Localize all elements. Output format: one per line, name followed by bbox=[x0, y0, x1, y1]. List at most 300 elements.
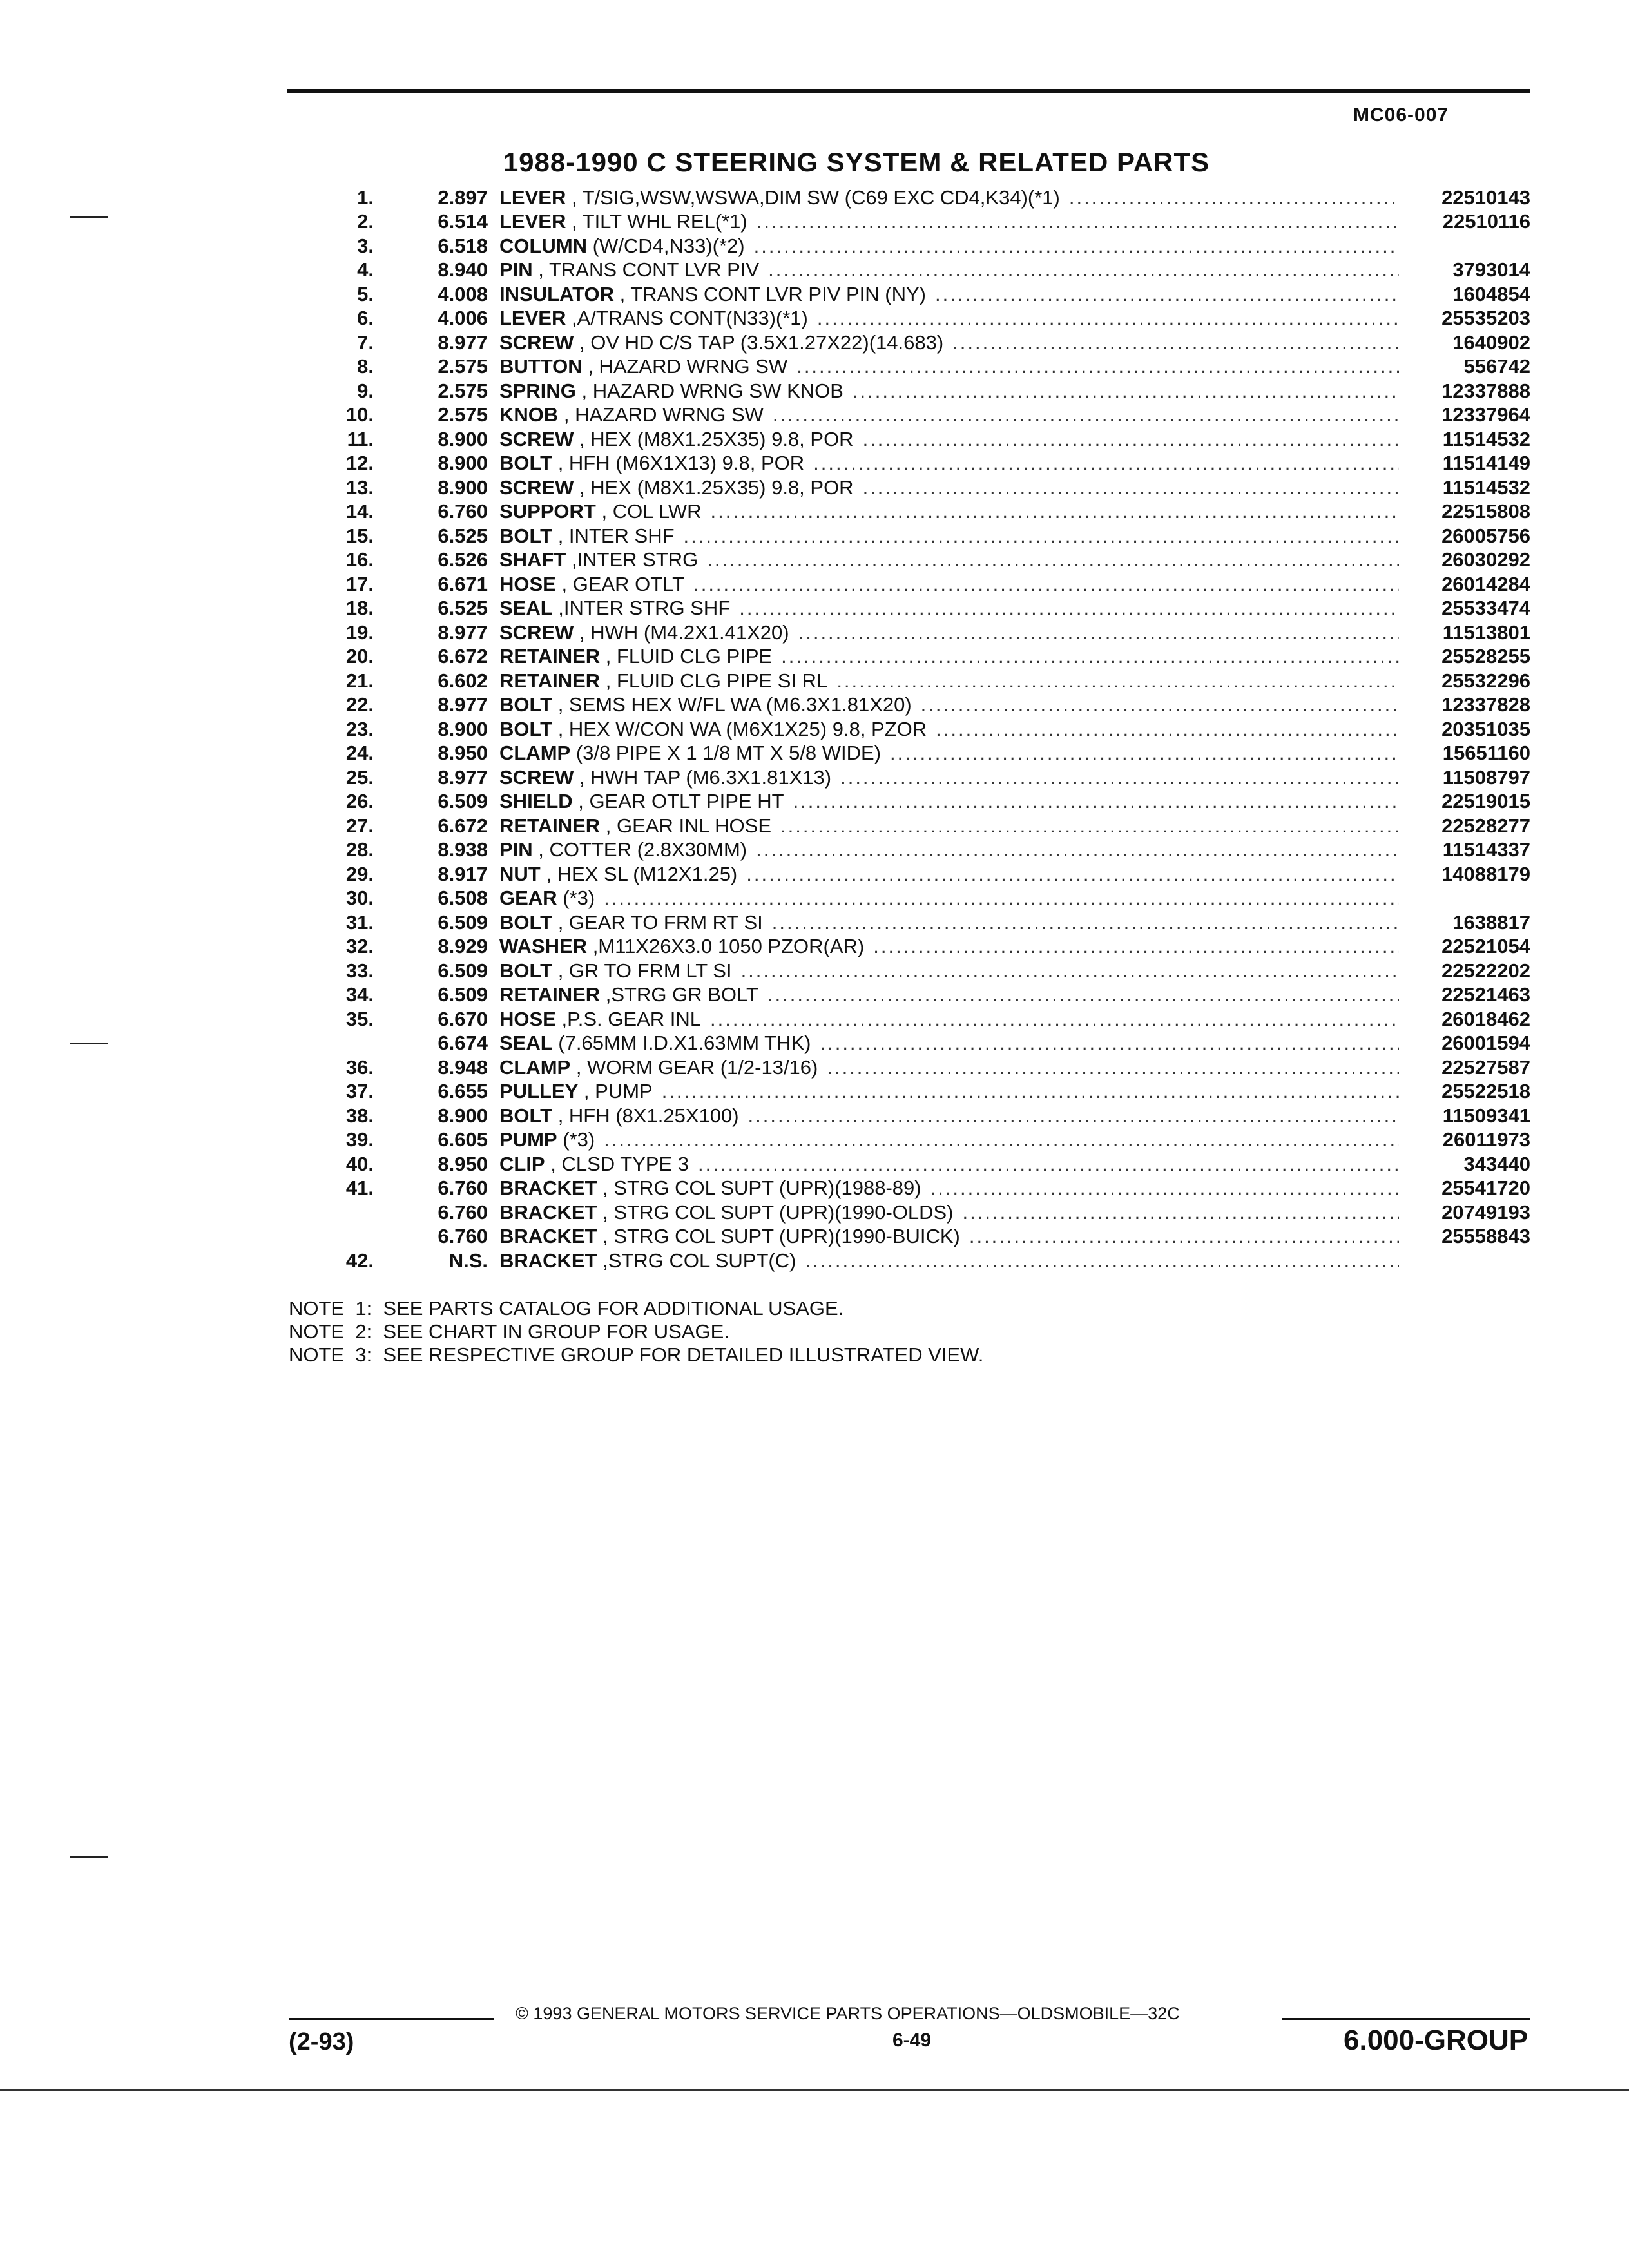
group-number: 6.760 bbox=[438, 500, 488, 523]
group-number: 6.602 bbox=[438, 669, 488, 692]
part-number: 11509341 bbox=[1442, 1104, 1530, 1127]
part-description bbox=[499, 476, 1408, 499]
item-number: 33. bbox=[345, 959, 374, 982]
leader-dots bbox=[836, 669, 1399, 693]
part-row bbox=[296, 524, 1530, 548]
part-name: SPRING bbox=[499, 379, 576, 402]
part-description bbox=[499, 210, 1408, 233]
header-rule bbox=[287, 89, 1530, 93]
part-description bbox=[499, 1249, 1408, 1273]
part-name: BUTTON bbox=[499, 355, 583, 378]
part-description bbox=[499, 283, 1408, 306]
part-number: 22521463 bbox=[1441, 983, 1530, 1006]
part-description bbox=[499, 742, 1408, 765]
part-row bbox=[296, 862, 1530, 887]
leader-dots bbox=[739, 597, 1399, 620]
part-detail: , HEX (M8X1.25X35) 9.8, POR bbox=[574, 476, 854, 499]
part-detail: , HAZARD WRNG SW bbox=[558, 403, 764, 427]
leader-dots bbox=[935, 283, 1399, 306]
part-number: 12337964 bbox=[1441, 403, 1530, 427]
group-number: 6.760 bbox=[438, 1177, 488, 1200]
leader-dots bbox=[863, 428, 1399, 451]
part-row bbox=[296, 355, 1530, 380]
group-number: 4.008 bbox=[438, 282, 488, 305]
group-number: 6.760 bbox=[438, 1200, 488, 1224]
group-number: 8.977 bbox=[438, 693, 488, 716]
part-name: SCREW bbox=[499, 620, 574, 644]
part-number: 25528255 bbox=[1441, 645, 1530, 668]
item-number: 41. bbox=[345, 1177, 374, 1200]
part-detail: , T/SIG,WSW,WSWA,DIM SW (C69 EXC CD4,K34)(*1) bbox=[566, 186, 1060, 209]
part-number: 12337828 bbox=[1441, 693, 1530, 716]
date-code: (2-93) bbox=[289, 2028, 354, 2055]
part-row bbox=[296, 452, 1530, 476]
part-name: BOLT bbox=[499, 717, 553, 740]
copyright-notice: © 1993 GENERAL MOTORS SERVICE PARTS OPERATIONS—OLDSMOBILE—32C bbox=[516, 2004, 1180, 2023]
part-row bbox=[296, 1128, 1530, 1153]
part-name: RETAINER bbox=[499, 645, 601, 668]
part-row bbox=[296, 1055, 1530, 1080]
group-number: 6.509 bbox=[438, 959, 488, 982]
part-row bbox=[296, 1152, 1530, 1177]
part-detail: , HFH (8X1.25X100) bbox=[552, 1104, 739, 1127]
leader-dots bbox=[796, 355, 1399, 378]
part-detail: ,A/TRANS CONT(N33)(*1) bbox=[566, 307, 808, 330]
item-number: 2. bbox=[357, 210, 374, 233]
part-number: 25532296 bbox=[1441, 669, 1530, 692]
item-number: 12. bbox=[345, 452, 374, 475]
leader-dots bbox=[827, 1056, 1399, 1079]
part-description bbox=[499, 621, 1408, 644]
part-row bbox=[296, 887, 1530, 911]
part-detail: , HEX (M8X1.25X35) 9.8, POR bbox=[574, 427, 854, 450]
leader-dots bbox=[604, 1128, 1399, 1151]
part-number: 20749193 bbox=[1441, 1200, 1530, 1224]
part-description bbox=[499, 452, 1408, 475]
leader-dots bbox=[767, 983, 1399, 1006]
part-number: 11514149 bbox=[1442, 452, 1530, 475]
part-detail: , CLSD TYPE 3 bbox=[545, 1152, 689, 1175]
part-row bbox=[296, 548, 1530, 573]
part-row bbox=[296, 258, 1530, 283]
part-description bbox=[499, 718, 1408, 741]
group-number: 6.670 bbox=[438, 1007, 488, 1030]
group-number: 6.760 bbox=[438, 1225, 488, 1248]
part-number: 1638817 bbox=[1452, 910, 1530, 934]
leader-dots bbox=[707, 548, 1399, 572]
leader-dots bbox=[969, 1225, 1399, 1248]
group-number: 8.900 bbox=[438, 1104, 488, 1127]
leader-dots bbox=[754, 235, 1399, 258]
part-number: 1640902 bbox=[1452, 331, 1530, 354]
item-number: 30. bbox=[345, 887, 374, 910]
group-number: 2.575 bbox=[438, 379, 488, 402]
footer-rule-right bbox=[1282, 2018, 1530, 2020]
leader-dots bbox=[698, 1153, 1399, 1176]
part-detail: ,STRG COL SUPT(C) bbox=[597, 1249, 796, 1272]
part-row bbox=[296, 693, 1530, 718]
part-row bbox=[296, 1104, 1530, 1128]
leader-dots bbox=[921, 693, 1399, 716]
item-number: 39. bbox=[345, 1128, 374, 1151]
part-detail: ,STRG GR BOLT bbox=[600, 983, 758, 1006]
part-description bbox=[499, 887, 1408, 910]
part-detail: , GEAR OTLT bbox=[555, 572, 685, 595]
group-number: 8.900 bbox=[438, 717, 488, 740]
part-description bbox=[499, 814, 1408, 838]
part-number: 25558843 bbox=[1441, 1225, 1530, 1248]
leader-dots bbox=[817, 307, 1399, 330]
part-description bbox=[499, 597, 1408, 620]
part-name: LEVER bbox=[499, 210, 566, 233]
margin-mark bbox=[70, 1043, 108, 1044]
part-detail: , HAZARD WRNG SW bbox=[582, 355, 788, 378]
leader-dots bbox=[662, 1080, 1399, 1103]
part-detail: , SEMS HEX W/FL WA (M6.3X1.81X20) bbox=[552, 693, 912, 716]
item-number: 21. bbox=[345, 669, 374, 692]
item-number: 24. bbox=[345, 742, 374, 765]
part-name: CLAMP bbox=[499, 742, 571, 765]
part-detail: , HFH (M6X1X13) 9.8, POR bbox=[552, 452, 805, 475]
item-number: 9. bbox=[357, 379, 374, 402]
part-detail: (*3) bbox=[557, 1128, 595, 1151]
item-number: 38. bbox=[345, 1104, 374, 1127]
part-description bbox=[499, 1177, 1408, 1200]
part-name: BRACKET bbox=[499, 1249, 597, 1272]
part-row bbox=[296, 282, 1530, 307]
part-number: 22510143 bbox=[1441, 186, 1530, 209]
part-name: BRACKET bbox=[499, 1200, 597, 1224]
part-name: LEVER bbox=[499, 186, 566, 209]
item-number: 15. bbox=[345, 524, 374, 547]
group-number: 6.526 bbox=[438, 548, 488, 572]
part-detail: , INTER SHF bbox=[552, 524, 675, 547]
part-detail: , HAZARD WRNG SW KNOB bbox=[575, 379, 843, 402]
part-number: 25533474 bbox=[1441, 597, 1530, 620]
part-number: 26030292 bbox=[1441, 548, 1530, 572]
group-number: 6.672 bbox=[438, 645, 488, 668]
leader-dots bbox=[741, 959, 1399, 983]
part-name: BRACKET bbox=[499, 1177, 597, 1200]
part-description bbox=[499, 1153, 1408, 1176]
part-detail: , GEAR TO FRM RT SI bbox=[552, 910, 763, 934]
part-row bbox=[296, 790, 1530, 814]
part-name: SEAL bbox=[499, 597, 553, 620]
part-description bbox=[499, 1128, 1408, 1151]
part-number: 11508797 bbox=[1442, 765, 1530, 789]
part-detail: , STRG COL SUPT (UPR)(1990-OLDS) bbox=[597, 1200, 954, 1224]
part-number: 11514532 bbox=[1442, 476, 1530, 499]
item-number: 5. bbox=[357, 282, 374, 305]
part-description bbox=[499, 959, 1408, 983]
part-description bbox=[499, 645, 1408, 668]
part-name: BOLT bbox=[499, 524, 553, 547]
part-row bbox=[296, 186, 1530, 210]
leader-dots bbox=[890, 742, 1399, 765]
group-label: 6.000-GROUP bbox=[1344, 2024, 1528, 2056]
item-number: 4. bbox=[357, 258, 374, 282]
group-number: 8.938 bbox=[438, 838, 488, 861]
margin-mark bbox=[70, 216, 108, 218]
part-description bbox=[499, 911, 1408, 934]
part-name: BOLT bbox=[499, 1104, 553, 1127]
note-line: NOTE 1: SEE PARTS CATALOG FOR ADDITIONAL USAGE. bbox=[289, 1297, 844, 1320]
part-description bbox=[499, 331, 1408, 354]
part-number: 25522518 bbox=[1441, 1080, 1530, 1103]
part-number: 3793014 bbox=[1452, 258, 1530, 282]
part-name: CLAMP bbox=[499, 1055, 571, 1079]
group-number: 8.917 bbox=[438, 862, 488, 885]
part-name: GEAR bbox=[499, 887, 557, 910]
part-number: 22515808 bbox=[1441, 500, 1530, 523]
part-row bbox=[296, 331, 1530, 355]
group-number: 6.508 bbox=[438, 887, 488, 910]
part-description bbox=[499, 863, 1408, 886]
group-number: 4.006 bbox=[438, 307, 488, 330]
leader-dots bbox=[711, 500, 1400, 523]
item-number: 23. bbox=[345, 717, 374, 740]
leader-dots bbox=[757, 210, 1399, 233]
part-number: 22519015 bbox=[1441, 790, 1530, 813]
part-number: 11514532 bbox=[1442, 427, 1530, 450]
part-description bbox=[499, 235, 1408, 258]
group-number: 6.509 bbox=[438, 983, 488, 1006]
group-number: 6.674 bbox=[438, 1032, 488, 1055]
part-name: CLIP bbox=[499, 1152, 545, 1175]
parts-list bbox=[296, 186, 1530, 1273]
part-description bbox=[499, 693, 1408, 716]
part-row bbox=[296, 910, 1530, 935]
part-name: LEVER bbox=[499, 307, 566, 330]
item-number: 13. bbox=[345, 476, 374, 499]
part-number: 14088179 bbox=[1441, 862, 1530, 885]
part-name: COLUMN bbox=[499, 234, 588, 257]
item-number: 29. bbox=[345, 862, 374, 885]
leader-dots bbox=[820, 1032, 1399, 1055]
part-name: PIN bbox=[499, 838, 533, 861]
leader-dots bbox=[805, 1249, 1399, 1273]
part-name: SUPPORT bbox=[499, 500, 596, 523]
part-description bbox=[499, 1225, 1408, 1248]
group-number: 6.672 bbox=[438, 814, 488, 837]
part-number: 26018462 bbox=[1441, 1007, 1530, 1030]
item-number: 26. bbox=[345, 790, 374, 813]
part-row bbox=[296, 210, 1530, 235]
part-row bbox=[296, 1080, 1530, 1104]
item-number: 1. bbox=[357, 186, 374, 209]
part-detail: ,P.S. GEAR INL bbox=[555, 1007, 701, 1030]
note-line: NOTE 2: SEE CHART IN GROUP FOR USAGE. bbox=[289, 1320, 729, 1343]
part-description bbox=[499, 186, 1408, 209]
part-detail: , GEAR INL HOSE bbox=[600, 814, 772, 837]
group-number: N.S. bbox=[448, 1249, 488, 1272]
part-row bbox=[296, 669, 1530, 693]
part-name: SCREW bbox=[499, 476, 574, 499]
part-number: 25541720 bbox=[1441, 1177, 1530, 1200]
group-number: 8.950 bbox=[438, 742, 488, 765]
part-number: 20351035 bbox=[1441, 717, 1530, 740]
part-row bbox=[296, 476, 1530, 500]
group-number: 6.655 bbox=[438, 1080, 488, 1103]
part-detail: , OV HD C/S TAP (3.5X1.27X22)(14.683) bbox=[574, 331, 944, 354]
leader-dots bbox=[952, 331, 1399, 354]
part-detail: , HEX W/CON WA (M6X1X25) 9.8, PZOR bbox=[552, 717, 927, 740]
part-detail: , HWH (M4.2X1.41X20) bbox=[574, 620, 789, 644]
part-row bbox=[296, 838, 1530, 863]
group-number: 2.575 bbox=[438, 355, 488, 378]
part-number: 22528277 bbox=[1441, 814, 1530, 837]
item-number: 35. bbox=[345, 1007, 374, 1030]
part-name: PIN bbox=[499, 258, 533, 282]
item-number: 31. bbox=[345, 910, 374, 934]
part-number: 15651160 bbox=[1442, 742, 1530, 765]
leader-dots bbox=[813, 452, 1399, 475]
part-description bbox=[499, 766, 1408, 789]
group-number: 6.525 bbox=[438, 524, 488, 547]
leader-dots bbox=[1069, 186, 1399, 209]
part-description bbox=[499, 1056, 1408, 1079]
leader-dots bbox=[863, 476, 1399, 499]
leader-dots bbox=[773, 403, 1399, 427]
group-number: 6.525 bbox=[438, 597, 488, 620]
item-number: 32. bbox=[345, 935, 374, 958]
part-number: 22527587 bbox=[1441, 1055, 1530, 1079]
part-description bbox=[499, 1201, 1408, 1224]
part-detail: , FLUID CLG PIPE SI RL bbox=[600, 669, 828, 692]
item-number: 40. bbox=[345, 1152, 374, 1175]
part-detail: , GEAR OTLT PIPE HT bbox=[572, 790, 784, 813]
part-description bbox=[499, 500, 1408, 523]
part-description bbox=[499, 983, 1408, 1006]
part-detail: , STRG COL SUPT (UPR)(1988-89) bbox=[597, 1177, 921, 1200]
item-number: 19. bbox=[345, 620, 374, 644]
leader-dots bbox=[693, 573, 1399, 596]
group-number: 6.509 bbox=[438, 790, 488, 813]
part-detail: , HEX SL (M12X1.25) bbox=[540, 862, 738, 885]
group-number: 8.977 bbox=[438, 765, 488, 789]
part-detail: ,INTER STRG bbox=[566, 548, 699, 572]
part-row bbox=[296, 597, 1530, 621]
part-description bbox=[499, 669, 1408, 693]
group-number: 8.948 bbox=[438, 1055, 488, 1079]
part-detail: , COL LWR bbox=[595, 500, 702, 523]
leader-dots bbox=[746, 863, 1399, 886]
group-number: 6.514 bbox=[438, 210, 488, 233]
part-description bbox=[499, 307, 1408, 330]
part-name: PULLEY bbox=[499, 1080, 579, 1103]
item-number: 36. bbox=[345, 1055, 374, 1079]
leader-dots bbox=[768, 258, 1399, 282]
part-detail: , TILT WHL REL(*1) bbox=[566, 210, 747, 233]
part-name: SCREW bbox=[499, 765, 574, 789]
group-number: 8.977 bbox=[438, 620, 488, 644]
part-number: 11514337 bbox=[1442, 838, 1530, 861]
group-number: 6.518 bbox=[438, 234, 488, 257]
item-number: 34. bbox=[345, 983, 374, 1006]
part-row bbox=[296, 427, 1530, 452]
part-name: SHAFT bbox=[499, 548, 566, 572]
part-description bbox=[499, 403, 1408, 427]
leader-dots bbox=[604, 887, 1399, 910]
part-row bbox=[296, 742, 1530, 766]
part-description bbox=[499, 1032, 1408, 1055]
part-description bbox=[499, 935, 1408, 958]
item-number: 3. bbox=[357, 234, 374, 257]
part-name: BRACKET bbox=[499, 1225, 597, 1248]
part-row bbox=[296, 1177, 1530, 1201]
item-number: 16. bbox=[345, 548, 374, 572]
part-name: SEAL bbox=[499, 1032, 553, 1055]
margin-mark bbox=[70, 1856, 108, 1858]
group-number: 6.509 bbox=[438, 910, 488, 934]
notes-section bbox=[289, 1297, 983, 1367]
part-row bbox=[296, 234, 1530, 258]
part-description bbox=[499, 573, 1408, 596]
part-number: 22521054 bbox=[1441, 935, 1530, 958]
part-row bbox=[296, 307, 1530, 331]
part-name: BOLT bbox=[499, 910, 553, 934]
group-number: 8.940 bbox=[438, 258, 488, 282]
part-number: 12337888 bbox=[1441, 379, 1530, 402]
part-name: SCREW bbox=[499, 427, 574, 450]
part-description bbox=[499, 548, 1408, 572]
leader-dots bbox=[756, 838, 1399, 861]
leader-dots bbox=[781, 645, 1399, 668]
leader-dots bbox=[748, 1104, 1399, 1128]
part-name: HOSE bbox=[499, 1007, 556, 1030]
part-row bbox=[296, 717, 1530, 742]
part-row bbox=[296, 959, 1530, 983]
leader-dots bbox=[780, 814, 1399, 838]
part-detail: (3/8 PIPE X 1 1/8 MT X 5/8 WIDE) bbox=[570, 742, 882, 765]
group-number: 2.575 bbox=[438, 403, 488, 427]
part-detail: (*3) bbox=[557, 887, 595, 910]
part-description bbox=[499, 380, 1408, 403]
leader-dots bbox=[710, 1008, 1399, 1031]
leader-dots bbox=[798, 621, 1399, 644]
part-description bbox=[499, 428, 1408, 451]
group-number: 2.897 bbox=[438, 186, 488, 209]
part-number: 26001594 bbox=[1441, 1032, 1530, 1055]
part-detail: , WORM GEAR (1/2-13/16) bbox=[570, 1055, 818, 1079]
part-row bbox=[296, 765, 1530, 790]
group-number: 8.900 bbox=[438, 476, 488, 499]
part-name: BOLT bbox=[499, 452, 553, 475]
part-description bbox=[499, 258, 1408, 282]
part-detail: ,M11X26X3.0 1050 PZOR(AR) bbox=[587, 935, 865, 958]
part-row bbox=[296, 1200, 1530, 1225]
group-number: 8.900 bbox=[438, 452, 488, 475]
part-detail: , FLUID CLG PIPE bbox=[600, 645, 773, 668]
part-number: 26011973 bbox=[1442, 1128, 1530, 1151]
part-name: SCREW bbox=[499, 331, 574, 354]
item-number: 37. bbox=[345, 1080, 374, 1103]
part-number: 1604854 bbox=[1452, 282, 1530, 305]
part-row bbox=[296, 620, 1530, 645]
part-number: 556742 bbox=[1463, 355, 1530, 378]
part-row bbox=[296, 814, 1530, 838]
leader-dots bbox=[936, 718, 1399, 741]
group-number: 8.950 bbox=[438, 1152, 488, 1175]
part-name: BOLT bbox=[499, 693, 553, 716]
leader-dots bbox=[963, 1201, 1399, 1224]
part-row bbox=[296, 572, 1530, 597]
part-row bbox=[296, 983, 1530, 1008]
part-detail: , TRANS CONT LVR PIV bbox=[532, 258, 760, 282]
item-number: 28. bbox=[345, 838, 374, 861]
item-number: 27. bbox=[345, 814, 374, 837]
part-description bbox=[499, 1008, 1408, 1031]
